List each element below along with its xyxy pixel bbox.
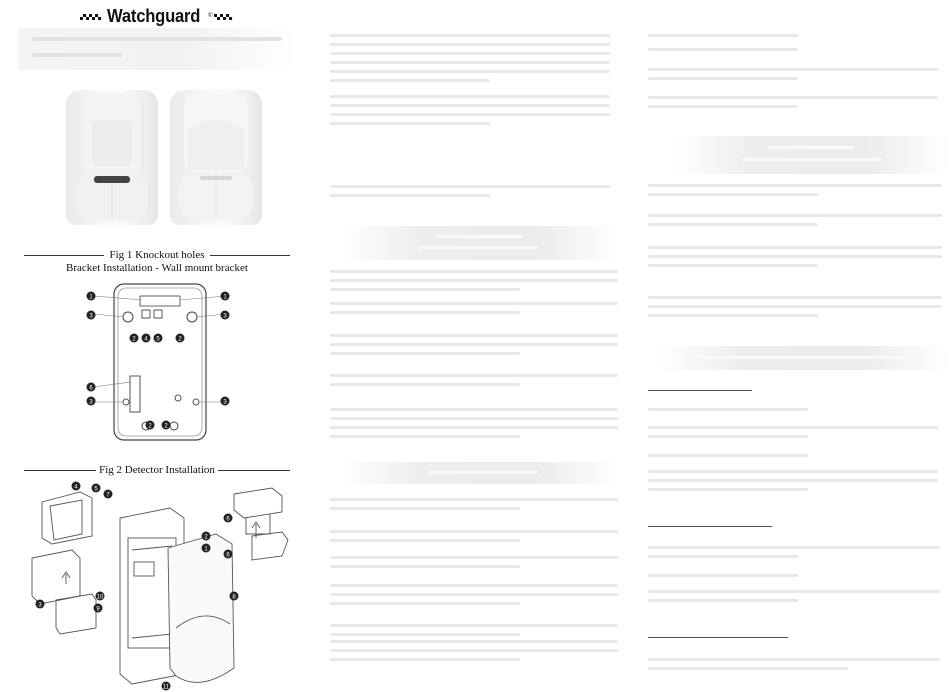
faded-text-line [330,374,618,377]
faded-text-line [330,624,618,627]
callout-number: 3 [89,313,93,320]
callout-number: 7 [106,492,110,499]
faded-text-line [648,435,808,438]
faded-text-line [330,584,618,587]
faded-text-line [648,590,940,593]
callout-number: 1 [89,294,93,301]
faded-text-line [330,343,618,346]
fig2-callout [162,682,171,691]
callout-number: 9 [96,606,100,613]
callout-number: 2 [204,534,208,541]
callout-number: 6 [226,552,230,559]
faded-text-line [648,68,938,71]
faded-text-line [648,667,848,670]
faded-text-line [648,426,938,429]
faded-text-line [648,214,942,217]
faded-text-line [648,546,940,549]
faded-text-line [648,105,798,108]
fig1-subtitle: Bracket Installation - Wall mount bracket [66,262,248,274]
callout-number: 3 [223,313,227,320]
callout-number: 2 [132,336,136,343]
fig2-callout [72,482,81,491]
faded-text-line [648,184,942,187]
fig2-title: Fig 2 Detector Installation [99,464,215,476]
faded-text-line [648,264,818,267]
fig2-callout [224,514,233,523]
faded-text-line [648,599,798,602]
faded-text-line [330,334,618,337]
callout-number: 5 [94,486,98,493]
fig2-callouts [0,0,310,692]
fig2-callout [36,600,45,609]
faded-text-line [330,288,520,291]
middle-column [318,0,630,692]
faded-text-line [330,70,610,73]
faded-text-line [330,417,618,420]
section-heading-band [340,462,620,484]
faded-text-line [330,194,490,197]
faded-text-line [648,488,808,491]
faded-text-line [330,498,618,501]
faded-text-line [648,454,808,457]
faded-text-line [330,602,520,605]
fig2-callout [224,550,233,559]
section-heading-band [656,346,950,370]
faded-text-line [330,43,610,46]
faded-text-line [648,223,818,226]
subheading-underline [648,526,772,527]
faded-text-line [648,314,818,317]
faded-text-line [330,556,618,559]
faded-text-line [330,435,520,438]
faded-text-line [330,640,618,643]
callout-number: 3 [89,399,93,406]
left-column [0,0,310,692]
faded-text-line [648,479,938,482]
faded-text-line [330,649,618,652]
fig2-callout [94,604,103,613]
fig2-callout [96,592,105,601]
faded-text-line [330,408,618,411]
faded-text-line [330,426,618,429]
callout-number: 5 [156,336,160,343]
faded-text-line [648,296,942,299]
faded-text-line [330,507,520,510]
faded-text-line [330,270,618,273]
faded-text-line [648,470,938,473]
callout-number: 6 [226,516,230,523]
faded-text-line [648,408,808,411]
faded-text-line [648,255,942,258]
faded-text-line [330,113,610,116]
fig2-callout [92,484,101,493]
brand-name: Watchguard [106,5,200,26]
faded-text-line [648,658,940,661]
faded-text-line [330,302,618,305]
callout-number: 4 [144,336,148,343]
callout-number: 10 [96,594,104,601]
callout-number: 6 [89,385,93,392]
callout-number: 1 [204,546,208,553]
faded-text-line [330,633,520,636]
faded-text-line [648,246,942,249]
callout-number: 8 [232,594,236,601]
callout-number: 4 [74,484,78,491]
faded-text-line [648,34,798,37]
faded-text-line [330,658,520,661]
right-column [638,0,950,692]
faded-text-line [330,34,610,37]
faded-text-line [330,311,520,314]
callout-number: 11 [162,684,170,691]
callout-number: 1 [223,294,227,301]
callout-number: 2 [148,423,152,430]
fig2-callout [104,490,113,499]
fig2-callout [202,544,211,553]
faded-text-line [330,593,618,596]
faded-text-line [330,185,610,188]
subheading-underline [648,637,788,638]
faded-text-line [648,48,798,51]
callout-number: 3 [38,602,42,609]
faded-text-line [330,52,610,55]
faded-text-line [330,565,520,568]
faded-text-line [648,574,798,577]
faded-text-line [330,279,618,282]
faded-text-line [330,61,610,64]
trademark-symbol: ® [207,13,213,19]
faded-text-line [330,95,610,98]
subheading-underline [648,390,752,391]
callout-number: 3 [223,399,227,406]
faded-text-line [648,193,818,196]
faded-text-line [330,122,490,125]
callout-number: 2 [178,336,182,343]
faded-text-line [330,79,490,82]
fig2-callout [230,592,239,601]
faded-text-line [648,96,938,99]
faded-text-line [330,539,520,542]
faded-text-line [330,352,520,355]
section-heading-band [340,226,620,260]
faded-text-line [648,305,942,308]
faded-text-line [330,104,610,107]
callout-number: 2 [164,423,168,430]
faded-text-line [648,555,798,558]
fig2-callout [202,532,211,541]
section-heading-band [672,136,950,174]
fig1-title: Fig 1 Knockout holes [109,249,205,261]
faded-text-line [648,77,798,80]
faded-text-line [330,383,520,386]
faded-text-line [330,530,618,533]
